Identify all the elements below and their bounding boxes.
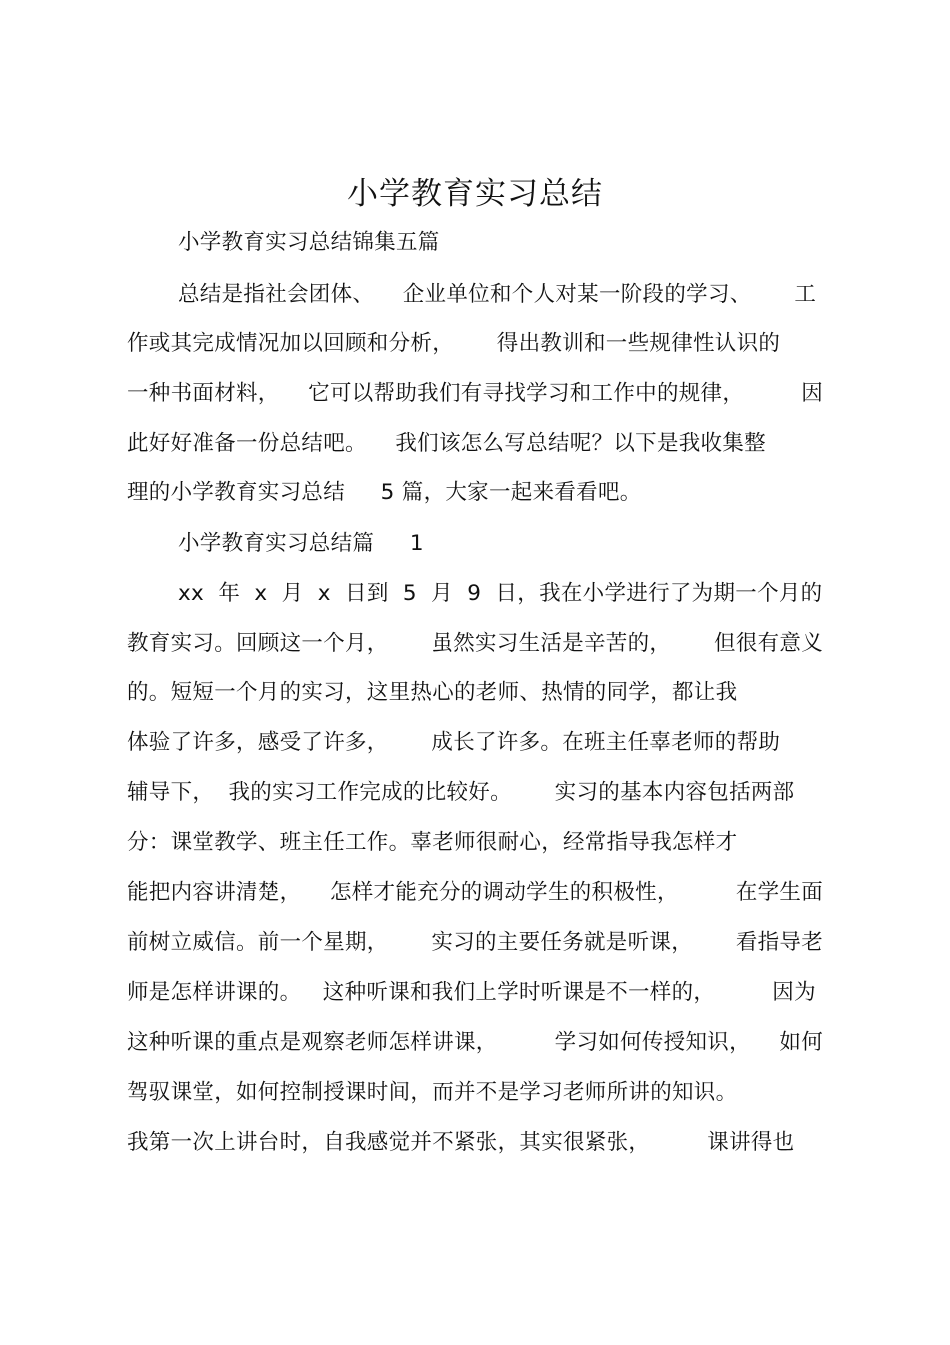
paragraph-line: 一种书面材料， 它可以帮助我们有寻找学习和工作中的规律， 因 xyxy=(127,381,824,406)
paragraph-line: 我第一次上讲台时，自我感觉并不紧张，其实很紧张， 课讲得也 xyxy=(127,1130,795,1155)
paragraph-line: 驾驭课堂，如何控制授课时间，而并不是学习老师所讲的知识。 xyxy=(127,1080,738,1105)
paragraph-line: 分：课堂教学、班主任工作。辜老师很耐心，经常指导我怎样才 xyxy=(127,830,738,855)
section-heading: 小学教育实习总结篇 1 xyxy=(178,531,424,556)
document-title: 小学教育实习总结 xyxy=(347,176,603,212)
paragraph-line: 作或其完成情况加以回顾和分析， 得出教训和一些规律性认识的 xyxy=(127,331,781,356)
paragraph-line: 辅导下， 我的实习工作完成的比较好。 实习的基本内容包括两部 xyxy=(127,780,795,805)
paragraph-line: 此好好准备一份总结吧。 我们该怎么写总结呢？以下是我收集整 xyxy=(127,431,766,456)
paragraph-line: 这种听课的重点是观察老师怎样讲课， 学习如何传授知识， 如何 xyxy=(127,1030,824,1055)
paragraph-line: 教育实习。回顾这一个月， 虽然实习生活是辛苦的， 但很有意义 xyxy=(127,631,824,656)
paragraph-line: 师是怎样讲课的。 这种听课和我们上学时听课是不一样的， 因为 xyxy=(127,980,816,1005)
paragraph-line: xx 年 x 月 x 日到 5 月 9 日，我在小学进行了为期一个月的 xyxy=(178,581,823,606)
paragraph-line: 前树立威信。前一个星期， 实习的主要任务就是听课， 看指导老 xyxy=(127,930,824,955)
paragraph-line: 的。短短一个月的实习，这里热心的老师、热情的同学，都让我 xyxy=(127,680,738,705)
paragraph-line: 理的小学教育实习总结 5 篇，大家一起来看看吧。 xyxy=(127,480,642,505)
subtitle-line: 小学教育实习总结锦集五篇 xyxy=(178,230,440,255)
paragraph-line: 体验了许多，感受了许多， 成长了许多。在班主任辜老师的帮助 xyxy=(127,730,781,755)
paragraph-line: 总结是指社会团体、 企业单位和个人对某一阶段的学习、 工 xyxy=(178,282,817,307)
paragraph-line: 能把内容讲清楚， 怎样才能充分的调动学生的积极性， 在学生面 xyxy=(127,880,824,905)
